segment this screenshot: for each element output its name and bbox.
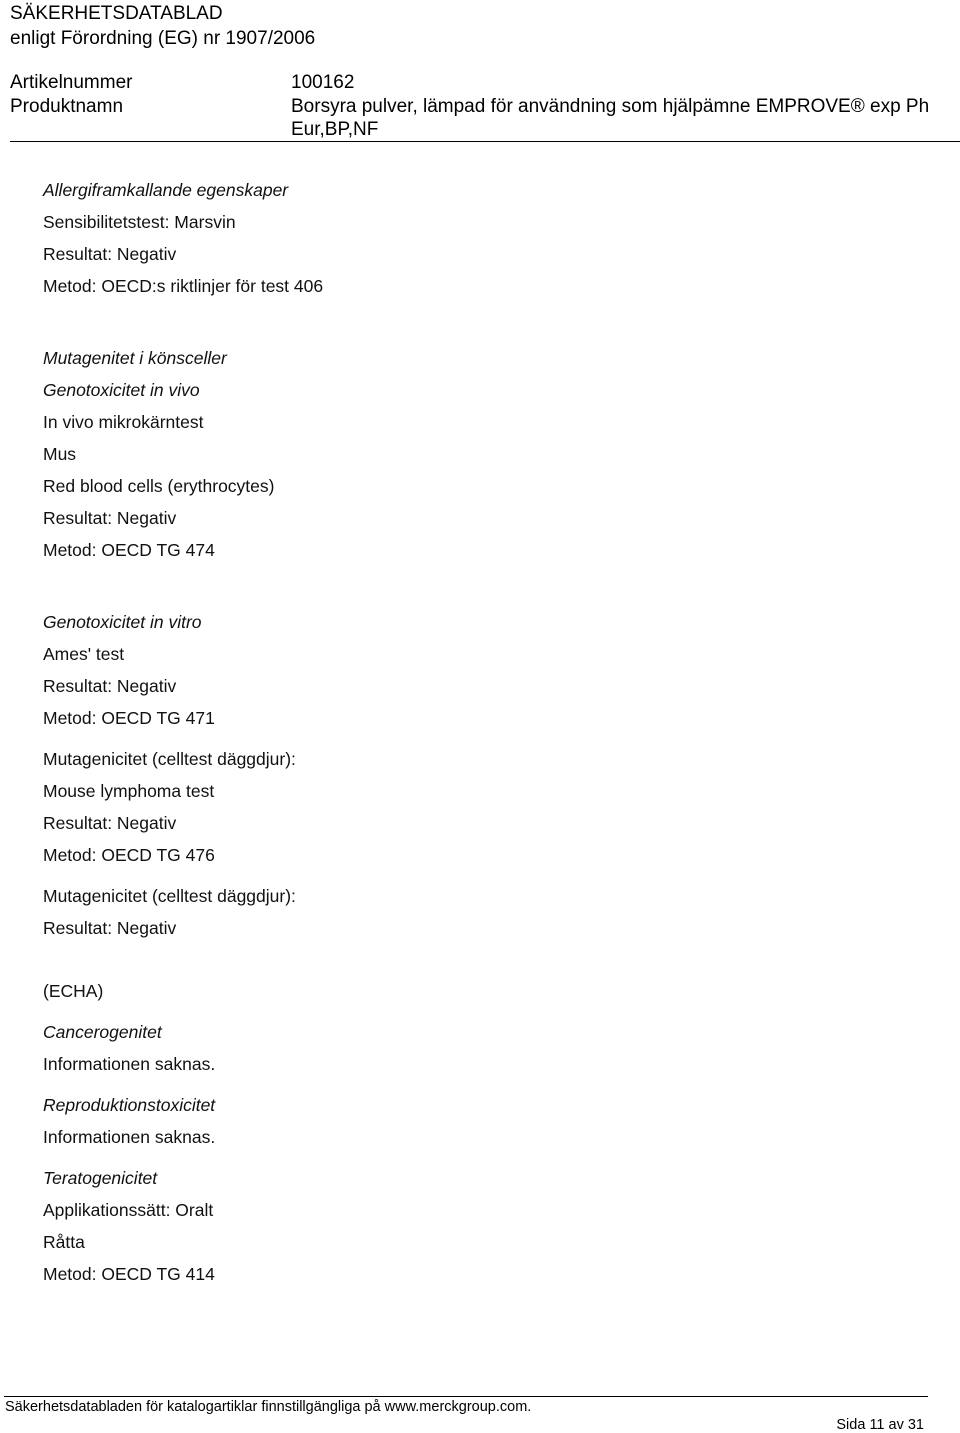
product-name-value-line1: Borsyra pulver, lämpad för användning som hjälpämne EMPROVE® exp Ph xyxy=(291,96,930,117)
regulation-text: enligt Förordning (EG) nr 1907/2006 xyxy=(10,28,316,49)
in-vivo-heading: Genotoxicitet in vivo xyxy=(43,380,200,400)
teratogenicity-route: Applikationssätt: Oralt xyxy=(43,1200,214,1220)
mammal-cell-test-result-2: Resultat: Negativ xyxy=(43,918,177,938)
carcinogenicity-text: Informationen saknas. xyxy=(43,1054,216,1074)
footer-divider xyxy=(4,1396,928,1397)
teratogenicity-heading: Teratogenicitet xyxy=(43,1168,158,1188)
mammal-cell-test-label-2: Mutagenicitet (celltest däggdjur): xyxy=(43,886,296,906)
teratogenicity-method: Metod: OECD TG 414 xyxy=(43,1264,215,1284)
page-number: Sida 11 av 31 xyxy=(836,1417,924,1433)
ames-method: Metod: OECD TG 471 xyxy=(43,708,215,728)
allergy-method: Metod: OECD:s riktlinjer för test 406 xyxy=(43,276,324,296)
product-name-label: Produktnamn xyxy=(10,96,124,117)
article-number-label: Artikelnummer xyxy=(10,72,133,93)
allergy-test: Sensibilitetstest: Marsvin xyxy=(43,212,236,232)
in-vivo-cells: Red blood cells (erythrocytes) xyxy=(43,476,275,496)
in-vivo-result: Resultat: Negativ xyxy=(43,508,177,528)
ames-test: Ames' test xyxy=(43,644,125,664)
reproductive-toxicity-heading: Reproduktionstoxicitet xyxy=(43,1095,216,1115)
product-name-value-line2: Eur,BP,NF xyxy=(291,119,379,140)
teratogenicity-species: Råtta xyxy=(43,1232,85,1252)
in-vitro-heading: Genotoxicitet in vitro xyxy=(43,612,202,632)
mammal-cell-test-name-1: Mouse lymphoma test xyxy=(43,781,215,801)
mutagenicity-heading: Mutagenitet i könsceller xyxy=(43,348,227,368)
carcinogenicity-heading: Cancerogenitet xyxy=(43,1022,162,1042)
allergy-heading: Allergiframkallande egenskaper xyxy=(43,180,289,200)
in-vivo-method: Metod: OECD TG 474 xyxy=(43,540,215,560)
allergy-result: Resultat: Negativ xyxy=(43,244,177,264)
mammal-cell-test-method-1: Metod: OECD TG 476 xyxy=(43,845,215,865)
footer-note: Säkerhetsdatabladen för katalogartiklar finnstillgängliga på www.merckgroup.com. xyxy=(5,1399,532,1415)
in-vivo-species: Mus xyxy=(43,444,77,464)
reproductive-toxicity-text: Informationen saknas. xyxy=(43,1127,216,1147)
mammal-cell-test-label-1: Mutagenicitet (celltest däggdjur): xyxy=(43,749,296,769)
data-source: (ECHA) xyxy=(43,981,104,1001)
in-vivo-test: In vivo mikrokärntest xyxy=(43,412,204,432)
mammal-cell-test-result-1: Resultat: Negativ xyxy=(43,813,177,833)
ames-result: Resultat: Negativ xyxy=(43,676,177,696)
document-title: SÄKERHETSDATABLAD xyxy=(10,3,223,24)
header-divider xyxy=(10,141,960,142)
article-number-value: 100162 xyxy=(291,72,355,93)
